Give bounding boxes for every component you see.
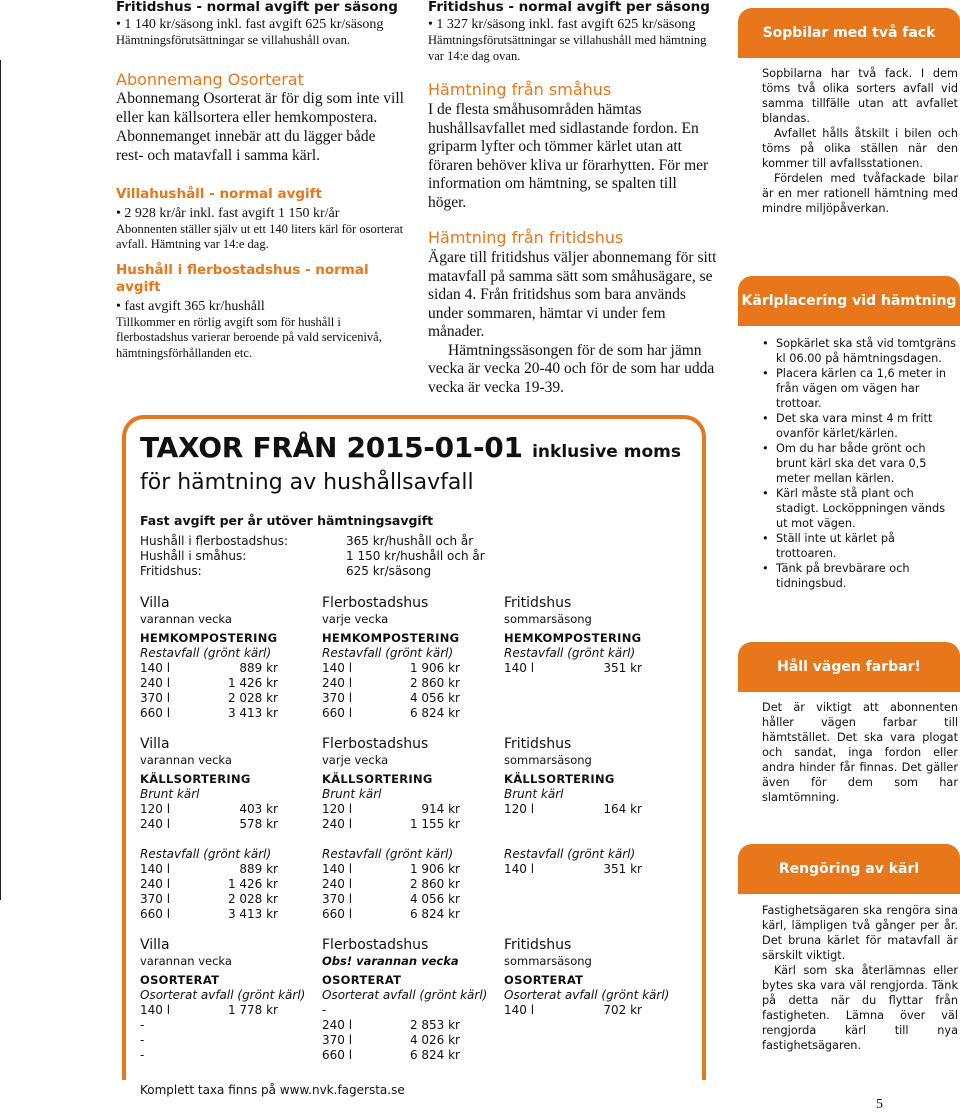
osorterat-block (140, 937, 700, 1063)
price-row (140, 892, 322, 907)
price-row (322, 1018, 504, 1033)
price-row (140, 706, 322, 721)
bin-size: 240 l (322, 877, 353, 891)
bin-size: 240 l (140, 877, 171, 891)
bin-price: 889 kr (239, 862, 278, 876)
column-bin-type: Osorterat avfall (grönt kärl) (140, 988, 306, 1002)
column-category: OSORTERAT (140, 973, 220, 987)
sidebar (738, 0, 960, 1112)
fixed-fee-value: 1 150 kr/hushåll och år (346, 549, 485, 563)
sidebar-box1-heading: Sopbilar med två fack (738, 8, 960, 58)
mid-p1-note: Hämtningsförutsättningar se villahushåll med hämtning var 14:e dag ovan. (428, 33, 707, 63)
price-row (322, 862, 504, 877)
price-row (322, 907, 504, 922)
tariff-column-fler (322, 595, 504, 721)
column-title: Villa (140, 937, 170, 953)
left-s3-note: Tillkommer en rörlig avgift som för hushåll i flerbostadshus varierar beroende på vald servicenivå, hämtningsförhållanden etc. (116, 314, 382, 360)
mid-p1-bullet: • 1 327 kr/säsong inkl. fast avgift 625 kr/säsong (428, 17, 696, 32)
bin-price: 4 056 kr (409, 892, 460, 906)
tariff-column-frit (504, 937, 686, 1063)
sidebar-box1-p1: Sopbilarna har två fack. I dem töms två olika sorters avfall vid samma tillfälle utan att avfallet blandas. (762, 67, 958, 125)
bin-price: 1 906 kr (409, 862, 460, 876)
bin-price: 1 906 kr (409, 661, 460, 675)
column-category: HEMKOMPOSTERING (322, 631, 460, 645)
price-row (140, 661, 322, 676)
price-row (140, 907, 322, 922)
bin-price: 6 824 kr (409, 1048, 460, 1062)
column-title: Flerbostadshus (322, 595, 429, 611)
bin-size: 140 l (504, 1003, 535, 1017)
left-s1-body: Abonnemang Osorterat är för dig som inte vill eller kan källsortera eller hemkompostera. Abonnemanget innebär att du lägger både rest- och matavfall i samma kärl. (116, 89, 404, 164)
bin-size: - (140, 1018, 145, 1032)
bin-size: 140 l (140, 862, 171, 876)
left-s3-heading: Hushåll i flerbostadshus - normal avgift (116, 261, 369, 295)
bin-size: 140 l (322, 661, 353, 675)
column-bin-type: Brunt kärl (322, 787, 382, 801)
sidebar-box4-p1: Fastighetsägaren ska rengöra sina kärl, lämpligen två gånger per år. Det bruna kärlet för matavfall är särskilt viktigt. (762, 904, 958, 962)
left-column (116, 0, 406, 361)
tariff-column-frit (504, 736, 686, 922)
bin-price: 1 778 kr (227, 1003, 278, 1017)
tariff-column-villa (140, 736, 322, 922)
column-title: Fritidshus (504, 937, 572, 953)
tariff-title (140, 431, 700, 469)
price-row (140, 1003, 322, 1018)
bin-price: 4 056 kr (409, 691, 460, 705)
bin-price: 2 860 kr (409, 676, 460, 690)
bin-size: - (322, 1003, 327, 1017)
placement-item: • Placera kärlen ca 1,6 meter in från vägen om vägen har trottoar. (762, 366, 958, 411)
left-p1-bullet: • 1 140 kr/säsong inkl. fast avgift 625 kr/säsong (116, 17, 384, 32)
sidebar-box4-p2: Kärl som ska återlämnas eller bytes ska vara väl rengjorda. Tänk på detta när du flyttar från fastigheten. Lämna över väl rengjorda kärl till nya fastighetsägaren. (762, 964, 958, 1052)
bin-price: 2 853 kr (409, 1018, 460, 1032)
column-title: Flerbostadshus (322, 736, 429, 752)
placement-item: • Om du har både grönt och brunt kärl ska det vara 0,5 meter mellan kärlen. (762, 441, 958, 486)
column-bin-type-2: Restavfall (grönt kärl) (504, 847, 636, 861)
fixed-fee-row (140, 564, 700, 579)
price-row (140, 676, 322, 691)
tariff-box (122, 415, 706, 1097)
column-title: Villa (140, 736, 170, 752)
column-category: HEMKOMPOSTERING (140, 631, 278, 645)
price-row (322, 1003, 504, 1018)
bin-price (380, 1003, 460, 1018)
bin-size: 140 l (504, 661, 535, 675)
bin-size: 370 l (322, 1033, 353, 1047)
column-frequency: varannan vecka (140, 612, 232, 626)
price-row (322, 706, 504, 721)
bin-price: 2 860 kr (409, 877, 460, 891)
tariff-column-villa (140, 937, 322, 1063)
bin-price: 3 413 kr (227, 907, 278, 921)
sidebar-box3-text (762, 700, 958, 805)
column-bin-type: Brunt kärl (504, 787, 564, 801)
bin-size: 240 l (322, 676, 353, 690)
column-frequency: sommarsäsong (504, 954, 592, 968)
bin-size: 140 l (140, 1003, 171, 1017)
bin-price: 702 kr (603, 1003, 642, 1017)
price-row (504, 862, 686, 877)
bin-size: 120 l (322, 802, 353, 816)
left-s3-bullet: • fast avgift 365 kr/hushåll (116, 298, 265, 314)
column-category: OSORTERAT (504, 973, 584, 987)
price-row (504, 1003, 686, 1018)
column-category: KÄLLSORTERING (504, 772, 615, 786)
bin-price: 2 028 kr (227, 892, 278, 906)
bin-size: 660 l (322, 907, 353, 921)
price-row (322, 691, 504, 706)
bin-size: 240 l (140, 676, 171, 690)
bin-size: 370 l (140, 892, 171, 906)
price-row (322, 817, 504, 832)
middle-column (428, 0, 718, 397)
left-s1-heading: Abonnemang Osorterat (116, 69, 304, 89)
tariff-title-main: TAXOR FRÅN 2015-01-01 (140, 431, 523, 464)
kallsortering-block (140, 736, 700, 922)
bin-size: 370 l (140, 691, 171, 705)
bin-size: 370 l (322, 892, 353, 906)
column-category: KÄLLSORTERING (140, 772, 251, 786)
sidebar-box4-heading: Rengöring av kärl (738, 844, 960, 894)
column-frequency: varannan vecka (140, 954, 232, 968)
tariff-column-fler (322, 937, 504, 1063)
column-title: Fritidshus (504, 595, 572, 611)
column-title: Villa (140, 595, 170, 611)
column-title: Flerbostadshus (322, 937, 429, 953)
column-category: HEMKOMPOSTERING (504, 631, 642, 645)
bin-size: 660 l (322, 706, 353, 720)
price-row (322, 1048, 504, 1063)
left-rule (0, 60, 1, 900)
price-row (504, 802, 686, 817)
placement-item: • Kärl måste stå plant och stadigt. Locköppningen vänds ut mot vägen. (762, 486, 958, 531)
fixed-fee-label: Hushåll i flerbostadshus: (140, 534, 288, 548)
price-row (140, 1018, 322, 1033)
column-frequency: varje vecka (322, 753, 389, 767)
bin-size: 660 l (322, 1048, 353, 1062)
sidebar-box2-heading: Kärlplacering vid hämtning (738, 276, 960, 326)
sidebar-box1-text (762, 66, 958, 216)
column-bin-type: Restavfall (grönt kärl) (140, 646, 272, 660)
sidebar-box1-p2: Avfallet hålls åtskilt i bilen och töms på olika ställen när den kommer till avfallsstationen. (762, 127, 958, 170)
bin-size: 660 l (140, 907, 171, 921)
bin-price (198, 1018, 278, 1033)
price-row (322, 676, 504, 691)
column-frequency: varje vecka (322, 612, 389, 626)
bin-size: 240 l (322, 1018, 353, 1032)
tariff-column-frit (504, 595, 686, 721)
fixed-fee-table (140, 534, 700, 579)
price-row (140, 1033, 322, 1048)
bin-price: 1 155 kr (409, 817, 460, 831)
price-row (504, 661, 686, 676)
fixed-fee-heading: Fast avgift per år utöver hämtningsavgift (140, 513, 434, 528)
column-bin-type: Osorterat avfall (grönt kärl) (322, 988, 488, 1002)
bin-size: 240 l (322, 817, 353, 831)
tariff-column-villa (140, 595, 322, 721)
bin-size: - (140, 1048, 145, 1062)
column-category: OSORTERAT (322, 973, 402, 987)
left-p1-note: Hämtningsförutsättningar se villahushåll ovan. (116, 33, 350, 47)
bin-price (198, 1048, 278, 1063)
mid-s2-body2: Hämtningssäsongen för de som har jämn vecka är vecka 20-40 och för de som har udda vecka är vecka 19-39. (428, 341, 715, 396)
mid-s2-heading: Hämtning från fritidshus (428, 228, 624, 247)
bin-size: 370 l (322, 691, 353, 705)
mid-s1-heading: Hämtning från småhus (428, 80, 612, 99)
price-row (322, 892, 504, 907)
bin-size: 140 l (504, 862, 535, 876)
bin-price: 2 028 kr (227, 691, 278, 705)
bin-price: 914 kr (421, 802, 460, 816)
mid-s2-body: Ägare till fritidshus väljer abonnemang för sitt matavfall på samma sätt som småhusägare, se sidan 4. Från fritidshus som bara används under sommaren, hämtar vi under fem månader. (428, 249, 717, 340)
sidebar-box2-text (762, 336, 958, 591)
fixed-fee-value: 625 kr/säsong (346, 564, 432, 578)
left-s2-heading: Villahushåll - normal avgift (116, 185, 323, 202)
hemkompostering-block (140, 595, 700, 721)
bin-price: 6 824 kr (409, 907, 460, 921)
fixed-fee-label: Fritidshus: (140, 564, 202, 578)
bin-price: 403 kr (239, 802, 278, 816)
price-row (140, 1048, 322, 1063)
tariff-subtitle: för hämtning av hushållsavfall (140, 470, 474, 495)
price-row (140, 817, 322, 832)
placement-item: • Sopkärlet ska stå vid tomtgräns kl 06.00 på hämtningsdagen. (762, 336, 958, 366)
bin-size: - (140, 1033, 145, 1047)
column-bin-type: Restavfall (grönt kärl) (504, 646, 636, 660)
column-bin-type: Restavfall (grönt kärl) (322, 646, 454, 660)
placement-item: • Ställ inte ut kärlet på trottoaren. (762, 531, 958, 561)
column-bin-type-2: Restavfall (grönt kärl) (322, 847, 454, 861)
bin-size: 120 l (504, 802, 535, 816)
left-p1-heading: Fritidshus - normal avgift per säsong (116, 0, 398, 15)
price-row (140, 877, 322, 892)
bin-price: 164 kr (603, 802, 642, 816)
sidebar-box3-p1: Det är viktigt att abonnenten håller vägen farbar till hämtstället. Det ska vara plogat och sandat, inga fordon eller andra hinder får finnas. Det gäller även för dem som har slamtömning. (762, 701, 958, 804)
tariff-footer: Komplett taxa finns på www.nvk.fagersta.se (140, 1083, 405, 1097)
placement-list (762, 336, 958, 591)
sidebar-box3-heading: Håll vägen farbar! (738, 642, 960, 692)
price-row (140, 691, 322, 706)
tariff-content (140, 431, 700, 1098)
fixed-fee-row (140, 549, 700, 564)
tariff-column-fler (322, 736, 504, 922)
column-category: KÄLLSORTERING (322, 772, 433, 786)
bin-price: 889 kr (239, 661, 278, 675)
sidebar-box1-p3: Fördelen med tvåfackade bilar är en mer rationell hämtning med mindre miljöpåverkan. (762, 172, 958, 215)
price-row (140, 862, 322, 877)
column-bin-type: Osorterat avfall (grönt kärl) (504, 988, 670, 1002)
price-row (322, 802, 504, 817)
bin-size: 240 l (140, 817, 171, 831)
price-row (140, 802, 322, 817)
fixed-fee-label: Hushåll i småhus: (140, 549, 247, 563)
column-bin-type: Brunt kärl (140, 787, 200, 801)
column-frequency: varannan vecka (140, 753, 232, 767)
column-bin-type-2: Restavfall (grönt kärl) (140, 847, 272, 861)
tariff-title-suffix: inklusive moms (532, 442, 681, 462)
bin-price: 3 413 kr (227, 706, 278, 720)
left-s2-bullet: • 2 928 kr/år inkl. fast avgift 1 150 kr/år (116, 205, 340, 221)
fixed-fee-value: 365 kr/hushåll och år (346, 534, 474, 548)
column-frequency: sommarsäsong (504, 612, 592, 626)
bin-price: 578 kr (239, 817, 278, 831)
mid-s1-body: I de flesta småhusområden hämtas hushållsavfallet med sidlastande fordon. En griparm lyfter och tömmer kärlet utan att föraren behöver kliva ur förarhytten. För mer information om hämtning, se spalten till höger. (428, 101, 709, 211)
price-row (322, 1033, 504, 1048)
sidebar-box4-text (762, 903, 958, 1053)
price-row (322, 877, 504, 892)
bin-price: 1 426 kr (227, 877, 278, 891)
column-title: Fritidshus (504, 736, 572, 752)
price-row (322, 661, 504, 676)
bin-size: 120 l (140, 802, 171, 816)
bin-price: 6 824 kr (409, 706, 460, 720)
mid-p1-heading: Fritidshus - normal avgift per säsong (428, 0, 710, 15)
bin-price: 4 026 kr (409, 1033, 460, 1047)
placement-item: • Det ska vara minst 4 m fritt ovanför kärlet/kärlen. (762, 411, 958, 441)
bin-price (198, 1033, 278, 1048)
placement-item: • Tänk på brevbärare och tidningsbud. (762, 561, 958, 591)
left-s2-note: Abonnenten ställer själv ut ett 140 liters kärl för osorterat avfall. Hämtning var 14:e dag. (116, 221, 404, 251)
column-frequency: Obs! varannan vecka (322, 954, 459, 968)
bin-size: 660 l (140, 706, 171, 720)
bin-price: 1 426 kr (227, 676, 278, 690)
fixed-fee-row (140, 534, 700, 549)
bin-size: 140 l (322, 862, 353, 876)
bin-size: 140 l (140, 661, 171, 675)
page-number: 5 (876, 1097, 883, 1112)
bin-price: 351 kr (603, 661, 642, 675)
column-frequency: sommarsäsong (504, 753, 592, 767)
bin-price: 351 kr (603, 862, 642, 876)
